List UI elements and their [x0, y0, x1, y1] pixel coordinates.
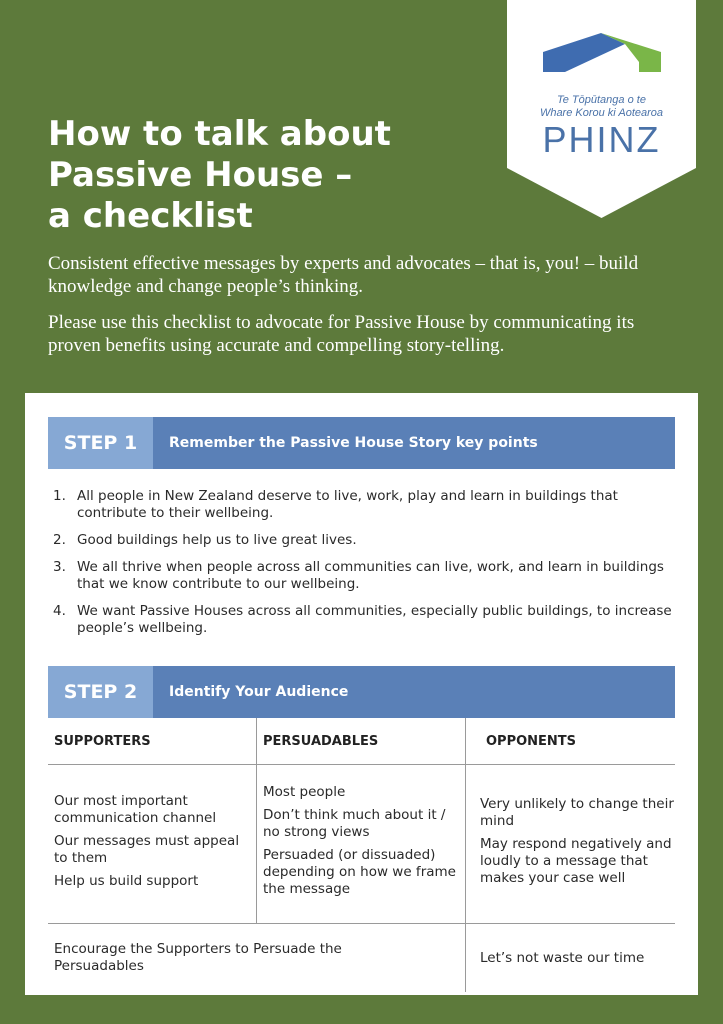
column-header-persuadables: PERSUADABLES [257, 718, 466, 764]
key-points-list [53, 488, 673, 647]
audience-table-body [48, 765, 675, 924]
list-item-text: We want Passive Houses across all communities, especially public buildings, to increase people’s wellbeing. [77, 603, 672, 636]
phinz-logo-badge [507, 0, 696, 218]
persuadables-point: Persuaded (or dissuaded) depending on how we frame the message [263, 847, 456, 897]
opponents-cell [466, 765, 675, 923]
supporters-point: Help us build support [54, 872, 199, 889]
list-item [53, 488, 673, 522]
opponents-point: Very unlikely to change their mind [480, 795, 674, 829]
persuadables-point: Most people [263, 784, 346, 800]
step2-title: Identify Your Audience [169, 684, 349, 700]
logo-tagline-line1: Te Tōpūtanga o te [557, 94, 646, 106]
logo-tagline-line2: Whare Korou ki Aotearoa [539, 107, 664, 119]
audience-table-footer [48, 924, 675, 992]
audience-table-header [48, 718, 675, 765]
logo-tagline [507, 94, 696, 120]
intro-paragraph-2: Please use this checklist to advocate for Passive House by communicating its proven benefits using accurate and compelling story-telling. [48, 312, 635, 356]
page-title [48, 114, 448, 237]
column-header-opponents: OPPONENTS [486, 733, 577, 749]
list-item-number: 4. [53, 603, 66, 619]
checklist-panel [25, 393, 698, 995]
title-line-3: a checklist [48, 196, 253, 236]
footer-right-cell: Let’s not waste our time [480, 949, 645, 966]
persuadables-point: Don’t think much about it / no strong views [263, 807, 446, 840]
persuadables-cell [257, 765, 466, 923]
list-item-number: 2. [53, 532, 66, 548]
footer-left-cell: Encourage the Supporters to Persuade the Persuadables [48, 924, 466, 992]
list-item-text: We all thrive when people across all communities can live, work, and learn in buildings that we know contribute to our wellbeing. [77, 559, 664, 592]
intro-paragraph-1: Consistent effective messages by experts and advocates – that is, you! – build knowledge and change people’s thinking. [48, 253, 639, 297]
step1-header [48, 417, 675, 469]
list-item-text: All people in New Zealand deserve to live, work, play and learn in buildings that contribute to their wellbeing. [77, 488, 618, 521]
list-item [53, 603, 673, 637]
title-line-2: Passive House – [48, 155, 353, 195]
audience-table [48, 718, 675, 992]
list-item-text: Good buildings help us to live great lives. [77, 532, 357, 548]
column-header-supporters: SUPPORTERS [48, 718, 257, 764]
opponents-point: May respond negatively and loudly to a message that makes your case well [480, 835, 672, 886]
logo-name: PHINZ [542, 119, 661, 160]
list-item [53, 559, 673, 593]
list-item-number: 1. [53, 488, 66, 504]
title-line-1: How to talk about [48, 114, 391, 154]
list-item [53, 532, 673, 549]
step1-tag: STEP 1 [48, 417, 153, 469]
list-item-number: 3. [53, 559, 66, 575]
step2-header [48, 666, 675, 718]
step2-tag: STEP 2 [48, 666, 153, 718]
supporters-point: Our most important communication channel [54, 792, 217, 826]
supporters-cell [48, 765, 257, 923]
supporters-point: Our messages must appeal to them [54, 832, 240, 866]
step1-title: Remember the Passive House Story key points [169, 435, 538, 451]
